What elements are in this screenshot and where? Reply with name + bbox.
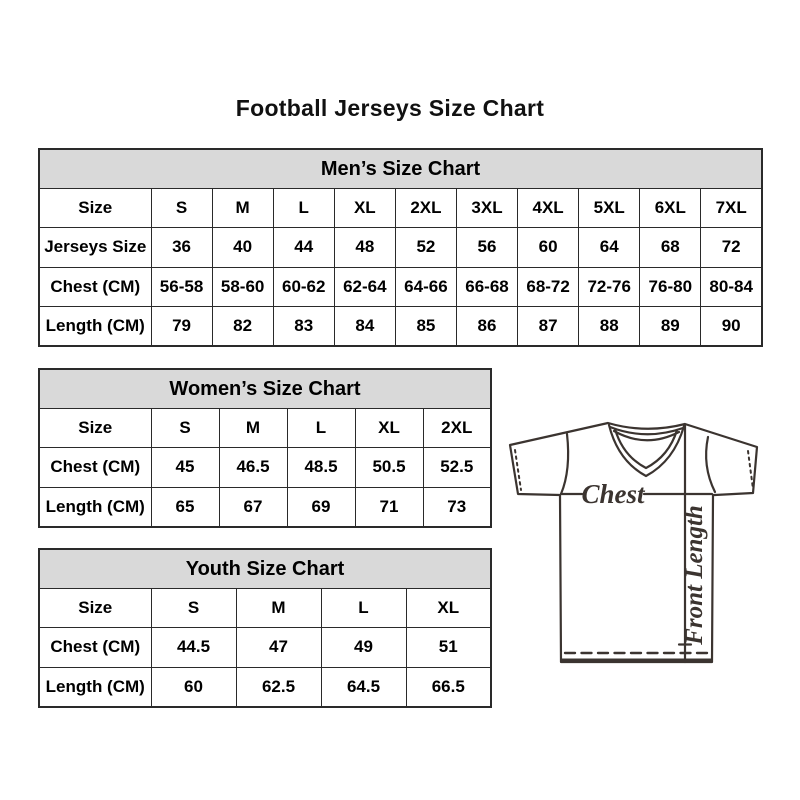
row-label: Jerseys Size (39, 228, 151, 267)
table-cell: 7XL (701, 189, 762, 228)
table-cell: 66-68 (456, 267, 517, 306)
table-cell: 58-60 (212, 267, 273, 306)
table-title: Youth Size Chart (39, 549, 491, 589)
row-label: Length (CM) (39, 487, 151, 527)
table-cell: 79 (151, 306, 212, 346)
table-cell: 44 (273, 228, 334, 267)
table-cell: 60 (151, 667, 236, 707)
row-label: Size (39, 409, 151, 448)
table-cell: 46.5 (219, 448, 287, 487)
table-cell: 68 (640, 228, 701, 267)
right-cuff-stitch (748, 451, 753, 489)
table-cell: XL (406, 589, 491, 628)
table-cell: 66.5 (406, 667, 491, 707)
table-title: Women’s Size Chart (39, 369, 491, 409)
table-cell: S (151, 589, 236, 628)
table-cell: 83 (273, 306, 334, 346)
table-cell: 56 (456, 228, 517, 267)
table-row (39, 267, 762, 306)
table-cell: M (236, 589, 321, 628)
table-cell: 69 (287, 487, 355, 527)
table-cell: 2XL (395, 189, 456, 228)
table-cell: 64.5 (321, 667, 406, 707)
table-cell: 49 (321, 628, 406, 667)
table-cell: 62-64 (334, 267, 395, 306)
table-row (39, 589, 491, 628)
mens-size-table (38, 148, 763, 347)
table-cell: 44.5 (151, 628, 236, 667)
row-label: Chest (CM) (39, 628, 151, 667)
table-cell: 40 (212, 228, 273, 267)
table-cell: 64-66 (395, 267, 456, 306)
table-cell: L (273, 189, 334, 228)
table-row (39, 306, 762, 346)
right-armhole-seam (706, 437, 715, 492)
table-cell: M (219, 409, 287, 448)
table-cell: 52.5 (423, 448, 491, 487)
row-label: Chest (CM) (39, 267, 151, 306)
table-cell: 65 (151, 487, 219, 527)
table-cell: 48 (334, 228, 395, 267)
table-cell: S (151, 189, 212, 228)
table-cell: 88 (579, 306, 640, 346)
womens-size-table (38, 368, 492, 528)
table-cell: 3XL (456, 189, 517, 228)
table-cell: 72-76 (579, 267, 640, 306)
table-cell: M (212, 189, 273, 228)
table-cell: 62.5 (236, 667, 321, 707)
left-armhole-seam (561, 434, 568, 494)
table-cell: 47 (236, 628, 321, 667)
table-cell: 67 (219, 487, 287, 527)
table-title: Men’s Size Chart (39, 149, 762, 189)
table-row (39, 667, 491, 707)
table-cell: 89 (640, 306, 701, 346)
table-cell: 68-72 (518, 267, 579, 306)
table-cell: 45 (151, 448, 219, 487)
table-cell: 60-62 (273, 267, 334, 306)
table-cell: 64 (579, 228, 640, 267)
table-cell: 56-58 (151, 267, 212, 306)
table-cell: 48.5 (287, 448, 355, 487)
table-cell: 90 (701, 306, 762, 346)
front-length-label: Front Length (681, 505, 708, 645)
chest-label: Chest (581, 479, 645, 509)
table-row (39, 189, 762, 228)
table-cell: 80-84 (701, 267, 762, 306)
table-cell: 50.5 (355, 448, 423, 487)
table-cell: 6XL (640, 189, 701, 228)
table-cell: 2XL (423, 409, 491, 448)
table-cell: 86 (456, 306, 517, 346)
table-cell: 52 (395, 228, 456, 267)
row-label: Size (39, 189, 151, 228)
table-cell: 85 (395, 306, 456, 346)
youth-size-table (38, 548, 492, 708)
table-cell: 87 (518, 306, 579, 346)
table-cell: S (151, 409, 219, 448)
row-label: Chest (CM) (39, 448, 151, 487)
table-row (39, 448, 491, 487)
table-cell: 76-80 (640, 267, 701, 306)
table-cell: L (287, 409, 355, 448)
table-cell: 72 (701, 228, 762, 267)
table-row (39, 628, 491, 667)
jersey-icon (505, 408, 775, 668)
table-row (39, 487, 491, 527)
row-label: Length (CM) (39, 306, 151, 346)
page-title: Football Jerseys Size Chart (235, 95, 545, 121)
table-cell: 84 (334, 306, 395, 346)
table-cell: L (321, 589, 406, 628)
row-label: Size (39, 589, 151, 628)
table-cell: 60 (518, 228, 579, 267)
table-cell: 5XL (579, 189, 640, 228)
table-row (39, 409, 491, 448)
table-cell: XL (334, 189, 395, 228)
table-cell: XL (355, 409, 423, 448)
table-cell: 4XL (518, 189, 579, 228)
table-cell: 51 (406, 628, 491, 667)
table-row (39, 228, 762, 267)
table-cell: 71 (355, 487, 423, 527)
table-cell: 82 (212, 306, 273, 346)
table-cell: 36 (151, 228, 212, 267)
row-label: Length (CM) (39, 667, 151, 707)
jersey-diagram (505, 408, 775, 668)
table-cell: 73 (423, 487, 491, 527)
